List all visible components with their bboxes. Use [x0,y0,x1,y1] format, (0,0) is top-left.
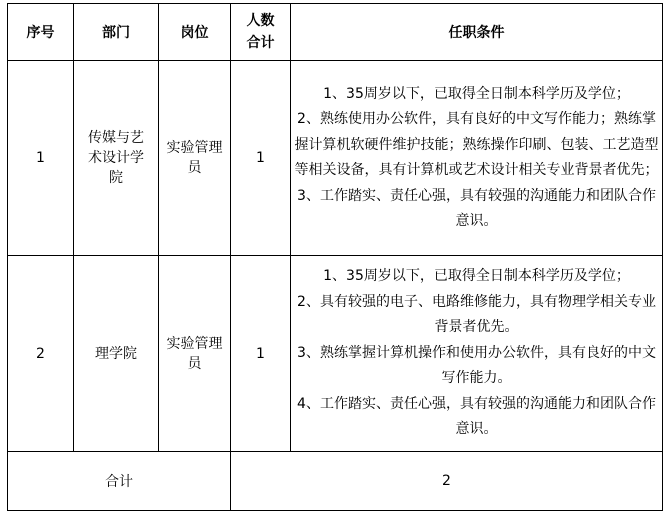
dept-line: 传媒与艺 [88,130,144,146]
recruitment-table [7,3,663,511]
dept-line: 院 [109,170,123,186]
header-count-line2: 合计 [246,35,275,51]
row-position [159,61,231,256]
position-line: 员 [187,160,202,176]
requirement-item: 3、工作踏实、责任心强，具有较强的沟通能力和团队合作意识。 [297,187,656,229]
row-position [159,256,231,452]
row-requirements [291,61,663,256]
requirement-item: 1、35周岁以下，已取得全日制本科学历及学位； [323,85,630,102]
position-line: 实验管理 [166,140,223,156]
requirement-item: 2、熟练使用办公软件，具有良好的中文写作能力；熟练掌握计算机软硬件维护技能；熟练操作印刷、包装、工艺造型等相关设备，具有计算机或艺术设计相关专业背景者优先； [294,111,659,178]
row-count: 1 [231,61,291,256]
total-row [8,452,663,511]
header-position: 岗位 [159,4,231,61]
table-row [8,61,663,256]
requirement-item: 1、35周岁以下，已取得全日制本科学历及学位； [323,268,630,285]
header-count-line1: 人数 [246,13,275,29]
row-dept [74,61,159,256]
row-seq: 1 [8,61,74,256]
requirement-item: 3、熟练掌握计算机操作和使用办公软件，具有良好的中文写作能力。 [297,344,656,387]
header-requirements: 任职条件 [291,4,663,61]
total-label: 合计 [8,452,231,511]
dept-line: 理学院 [95,345,137,362]
table-row [8,256,663,452]
header-seq: 序号 [8,4,74,61]
header-count [231,4,291,61]
requirement-item: 4、工作踏实、责任心强，具有较强的沟通能力和团队合作意识。 [297,395,656,438]
row-seq: 2 [8,256,74,452]
row-dept [74,256,159,452]
row-requirements [291,256,663,452]
header-dept: 部门 [74,4,159,61]
total-value: 2 [231,452,663,511]
row-count: 1 [231,256,291,452]
header-row [8,4,663,61]
position-line: 实验管理 [166,335,223,352]
position-line: 员 [187,355,202,372]
requirement-item: 2、具有较强的电子、电路维修能力，具有物理学相关专业背景者优先。 [297,293,656,336]
dept-line: 术设计学 [88,150,144,166]
